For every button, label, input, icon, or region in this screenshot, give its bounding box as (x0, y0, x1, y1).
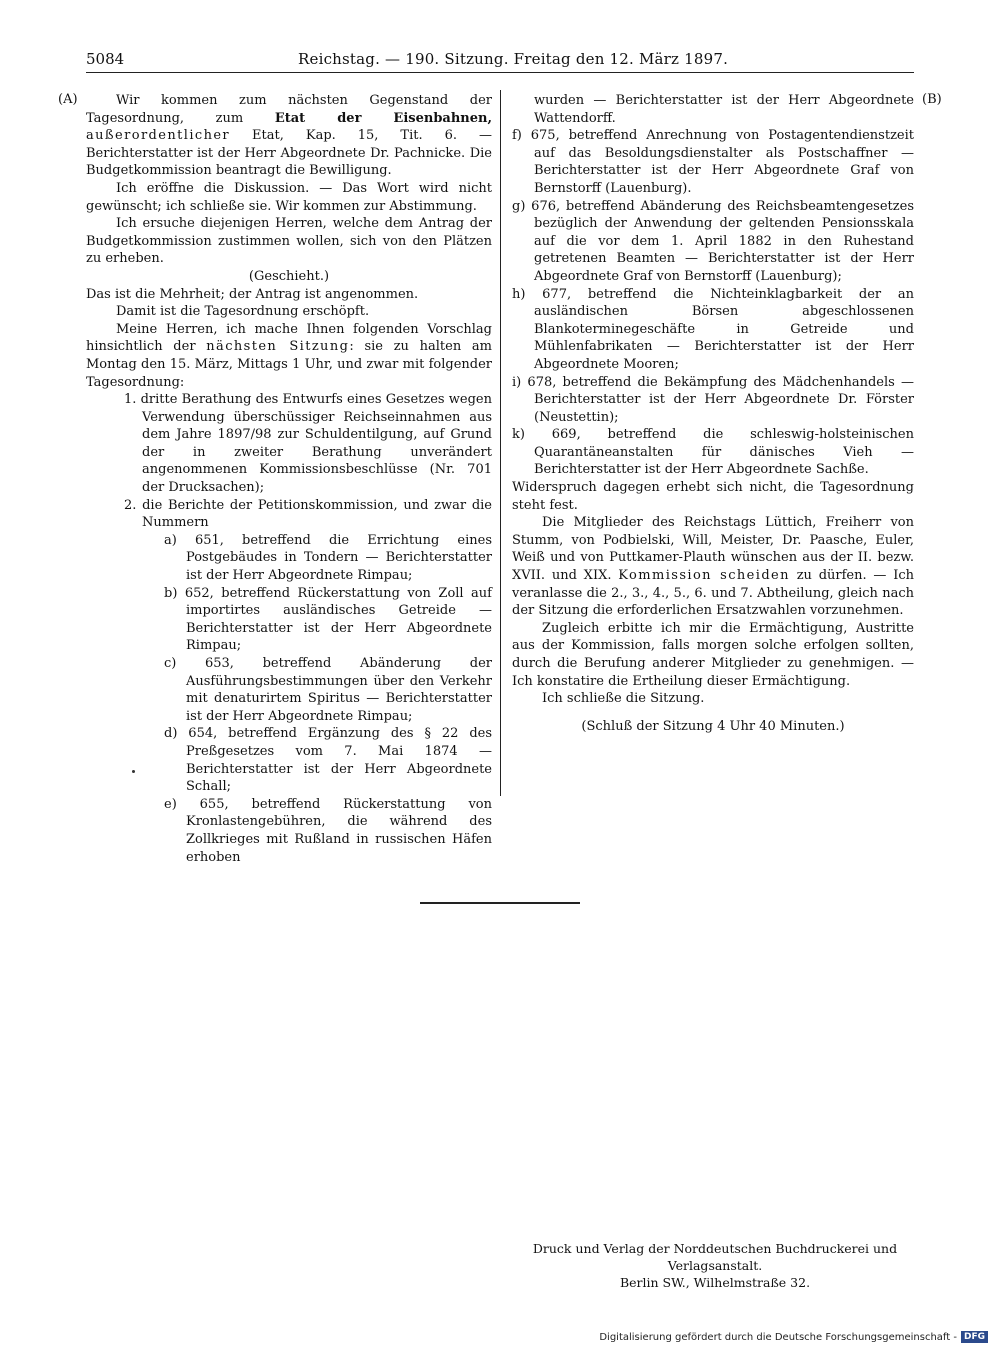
column-separator (500, 90, 501, 796)
agenda-item: 2. die Berichte der Petitionskommission, und zwar die Nummern (124, 497, 492, 531)
right-column (512, 92, 914, 735)
page-number: 5084 (86, 50, 125, 68)
petition-item: h) 677, betreffend die Nichteinklagbarkeit der an ausländischen Börsen abgeschlossenen Blankoterminegeschäfte in Getreide und Mühlenfabrikaten — Berichterstatter ist der Herr Abgeordnete Mooren; (512, 286, 914, 372)
paragraph (512, 514, 914, 620)
spaced-run: nächsten Sitzung (206, 339, 350, 355)
agenda-item: 1. dritte Berathung des Entwurfs eines Gesetzes wegen Verwendung überschüssiger Reichseinnahmen aus dem Jahre 1897/98 zur Schuldentilgung, auf Grund der in zweiter Berathung unverändert angenommenen Kommissionsbeschlüsse (Nr. 701 der Drucksachen); (124, 392, 492, 496)
paragraph: Das ist die Mehrheit; der Antrag ist angenommen. (86, 286, 419, 302)
petition-item: b) 652, betreffend Rückerstattung von Zoll auf importirtes ausländisches Getreide — Berichterstatter ist der Herr Abgeordnete Rimpau; (164, 585, 492, 654)
petition-item: a) 651, betreffend die Errichtung eines Postgebäudes in Tondern — Berichterstatter ist der Herr Abgeordnete Rimpau; (164, 532, 492, 584)
petition-item: k) 669, betreffend die schleswig-holsteinischen Quarantäneanstalten für dänisches Vieh — Berichterstatter ist der Herr Abgeordnete Sachße. (512, 427, 914, 478)
running-header: Reichstag. — 190. Sitzung. Freitag den 12. März 1897. (298, 50, 729, 68)
paragraph: Ich schließe die Sitzung. (542, 691, 705, 707)
paragraph: Zugleich erbitte ich mir die Ermächtigung, Austritte aus der Kommission, falls morgen solche erfolgen sollten, durch die Berufung anderer Mitglieder zu genehmigen. — Ich konstatire die Ertheilung dieser Ermächtigung. (512, 620, 914, 689)
petition-item: f) 675, betreffend Anrechnung von Postagentendienstzeit auf das Besoldungsdienstalter als Postschaffner — Berichterstatter ist der Herr Abgeordnete Graf von Bernstorff (Lauenburg). (512, 128, 914, 196)
text-run: Die Mitglieder des Reichstags Lüttich, Freiherr von Stumm, von Podbielski, Will, Meister, Dr. Paasche, Euler, Weiß und von Puttkamer-Plauth wünschen aus der II. bezw. XVII. und XIX. (512, 515, 914, 584)
paragraph: Ich eröffne die Diskussion. — Das Wort wird nicht gewünscht; ich schließe sie. Wir kommen zur Abstimmung. (86, 180, 492, 214)
paragraph: Damit ist die Tagesordnung erschöpft. (116, 304, 370, 320)
petition-item: i) 678, betreffend die Bekämpfung des Mädchenhandels — Berichterstatter ist der Herr Abgeordnete Dr. Förster (Neustettin); (512, 374, 914, 425)
text-run: zu dürfen. — Ich veranlasse die 2., 3., 4., 5., 6. und 7. Abtheilung, gleich nach der Sitzung die erforderlichen Ersatzwahlen vorzunehmen. (512, 568, 914, 619)
paragraph (86, 321, 492, 391)
paragraph (86, 92, 492, 180)
header-rule (86, 72, 914, 73)
spaced-run: außerordentlicher (86, 128, 231, 144)
spaced-run: Kommission scheiden (618, 568, 790, 584)
text-run: Wir kommen zum nächsten Gegenstand der Tagesordnung, zum (86, 93, 492, 126)
imprint-line: Berlin SW., Wilhelmstraße 32. (619, 1275, 811, 1290)
margin-mark-left: (A) (58, 92, 78, 107)
imprint (510, 1240, 920, 1291)
margin-mark-right: (B) (922, 92, 942, 107)
imprint-line: Druck und Verlag der Norddeutschen Buchdruckerei und Verlagsanstalt. (532, 1241, 898, 1273)
digitization-credit (599, 1331, 988, 1343)
petition-item-continuation: wurden — Berichterstatter ist der Herr Abgeordnete Wattendorff. (534, 93, 914, 126)
dfg-logo: DFG (961, 1331, 988, 1343)
stage-direction: (Geschieht.) (248, 268, 330, 284)
petition-item: c) 653, betreffend Abänderung der Ausführungsbestimmungen über den Verkehr mit denaturirtem Spiritus — Berichterstatter ist der Herr Abgeordnete Rimpau; (164, 656, 492, 724)
text-run: : sie zu halten am Montag den 15. März, Mittags 1 Uhr, und zwar mit folgender Tagesordnung: (86, 339, 493, 390)
session-closing: (Schluß der Sitzung 4 Uhr 40 Minuten.) (581, 718, 845, 734)
petition-item: g) 676, betreffend Abänderung des Reichsbeamtengesetzes bezüglich der Anwendung der geltenden Pensionsskala auf die vor dem 1. April 1882 in den Ruhestand getretenen Beamten — Berichterstatter ist der Herr Abgeordnete Graf von Bernstorff (Lauenburg); (512, 198, 914, 284)
paragraph: Widerspruch dagegen erhebt sich nicht, die Tagesordnung steht fest. (512, 480, 914, 513)
petition-item: e) 655, betreffend Rückerstattung von Kronlastengebühren, die während des Zollkrieges mit Rußland in russischen Häfen erhoben (164, 796, 492, 865)
text-run: Meine Herren, ich mache Ihnen folgenden Vorschlag hinsichtlich der (86, 321, 492, 355)
credit-text: Digitalisierung gefördert durch die Deutsche Forschungsgemeinschaft - (599, 1331, 957, 1343)
end-rule (420, 902, 580, 904)
bold-run: Etat der Eisenbahnen, (274, 110, 492, 126)
paragraph: Ich ersuche diejenigen Herren, welche dem Antrag der Budgetkommission zustimmen wollen, sich von den Plätzen zu erheben. (86, 216, 492, 267)
text-run: Etat, Kap. 15, Tit. 6. — Berichterstatter ist der Herr Abgeordnete Dr. Pachnicke. Die Budgetkommission beantragt die Bewilligung. (86, 128, 492, 179)
petition-item: d) 654, betreffend Ergänzung des § 22 des Preßgesetzes vom 7. Mai 1874 — Berichterstatter ist der Herr Abgeordnete Schall; (164, 726, 492, 795)
left-column (86, 92, 492, 866)
